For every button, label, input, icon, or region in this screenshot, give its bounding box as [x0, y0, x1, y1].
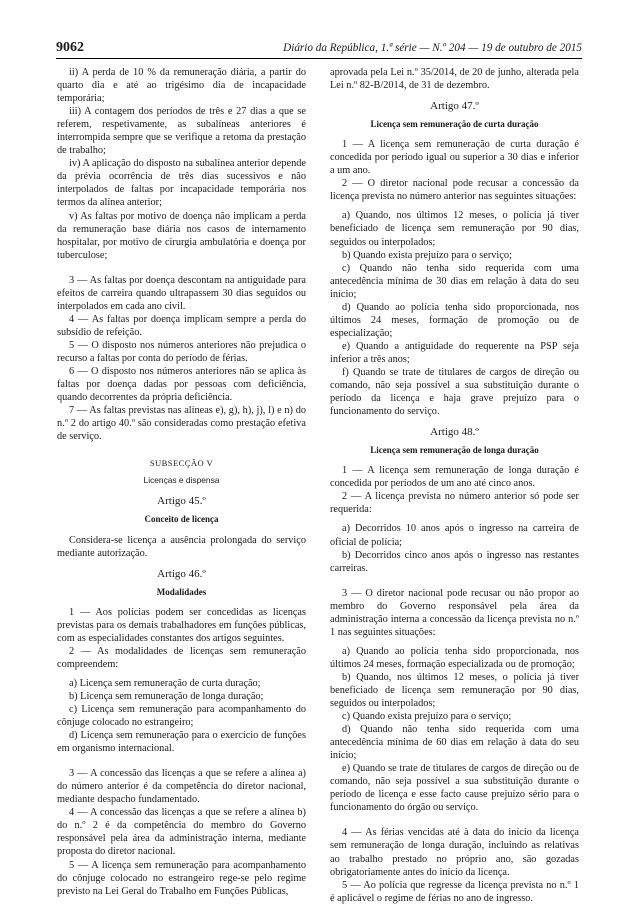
article-48-p3-item-e: e) Quando se trate de titulares de cargos de direção ou de comando, não seja possível a sua substituição durante o período de licença e esse facto cause prejuízo sério para o funcionamento do órgão ou serviço.: [330, 763, 579, 814]
article-47-paragraph-2: 2 — O diretor nacional pode recusar a concessão da licença prevista no número anterior nas seguintes situações:: [330, 178, 579, 203]
left-column: [57, 66, 306, 898]
article-46-paragraph-1: 1 — Aos polícias podem ser concedidas as licenças previstas para os demais trabalhadores em funções públicas, com as especialidades constantes dos artigos seguintes.: [57, 606, 306, 644]
article-47-item-a: a) Quando, nos últimos 12 meses, o polícia já tiver beneficiado de licença sem remuneração por 90 dias, seguidos ou interpolados;: [330, 210, 579, 248]
article-47-item-e: e) Quando a antiguidade do requerente na PSP seja inferior a três anos;: [330, 340, 579, 365]
subparagraph-ii: ii) A perda de 10 % da remuneração diária, a partir do quarto dia e até ao trigésimo dia de incapacidade temporária;: [57, 67, 306, 105]
article-47-heading: Artigo 47.º: [430, 100, 479, 113]
paragraph-6: 6 — O disposto nos números anteriores não se aplica às faltas por doença dadas por pessoas com deficiência, quando decorrentes da própria deficiência.: [57, 366, 306, 404]
article-48-paragraph-5: 5 — Ao polícia que regresse da licença prevista no n.º 1 é aplicável o regime de férias no ano de ingresso.: [330, 879, 579, 904]
article-46-item-a: a) Licença sem remuneração de curta duração;: [69, 677, 261, 689]
article-47-item-f: f) Quando se trate de titulares de cargos de direção ou comando, não seja possível a sua substituição durante o período da licença e haja grave prejuízo para o funcionamento do serviço.: [330, 366, 579, 418]
article-48-p2-item-a: a) Decorridos 10 anos após o ingresso na carreira de oficial de polícia;: [330, 523, 579, 548]
article-46-item-c: c) Licença sem remuneração para acompanhamento do cônjuge colocado no estrangeiro;: [57, 704, 306, 729]
article-45-title: Conceito de licença: [144, 514, 219, 525]
subsection-title: Licenças e dispensa: [143, 475, 220, 486]
article-46-paragraph-5-continued: aprovada pela Lei n.º 35/2014, de 20 de junho, alterada pela Lei n.º 82-B/2014, de 31 de dezembro.: [330, 67, 579, 92]
paragraph-5: 5 — O disposto nos números anteriores não prejudica o recurso a faltas por conta do período de férias.: [57, 339, 306, 364]
article-46-paragraph-3: 3 — A concessão das licenças a que se refere a alínea a) do número anterior é da competência do diretor nacional, mediante despacho fundamentado.: [57, 768, 306, 806]
article-48-paragraph-4: 4 — As férias vencidas até à data do início da licença sem remuneração de longa duração, incluindo as relativas ao trabalho prestado no próprio ano, são gozadas obrigatoriamente antes do início da licença.: [330, 827, 579, 878]
right-column: [330, 66, 579, 905]
paragraph-4: 4 — As faltas por doença implicam sempre a perda do subsídio de refeição.: [57, 313, 306, 338]
page-header: [56, 40, 582, 59]
article-47-paragraph-1: 1 — A licença sem remuneração de curta duração é concedida por período igual ou superior a 30 dias e inferior a um ano.: [330, 139, 579, 177]
article-47-item-c: c) Quando não tenha sido requerida com uma antecedência mínima de 30 dias em relação à data do seu início;: [330, 262, 579, 300]
article-45-heading: Artigo 45.º: [157, 495, 206, 508]
paragraph-7: 7 — As faltas previstas nas alíneas e), g), h), j), l) e n) do n.º 2 do artigo 40.º são consideradas como prestação efetiva de serviço.: [57, 405, 306, 443]
article-48-p3-item-c: c) Quando exista prejuízo para o serviço;: [342, 711, 512, 723]
article-47-title: Licença sem remuneração de curta duração: [370, 119, 539, 130]
article-48-title: Licença sem remuneração de longa duração: [370, 445, 539, 456]
subparagraph-iii: iii) A contagem dos períodos de três e 27 dias a que se referem, respetivamente, as subalíneas anteriores é interrompida sempre que se verifique a retoma da prestação de trabalho;: [57, 106, 306, 157]
article-48-heading: Artigo 48.º: [430, 426, 479, 439]
article-48-p3-item-b: b) Quando, nos últimos 12 meses, o polícia já tiver beneficiado de licença sem remuneração por 90 dias, seguidos ou interpolados;: [330, 671, 579, 710]
article-47-item-d: d) Quando ao polícia tenha sido proporcionada, nos últimos 24 meses, formação de promoção ou de especialização;: [330, 301, 579, 339]
subparagraph-v: v) As faltas por motivo de doença não implicam a perda da remuneração base diária nos casos de internamento hospitalar, por motivo de cirurgia ambulatória e doença por tuberculose;: [57, 210, 306, 261]
article-47-item-b: b) Quando exista prejuízo para o serviço;: [342, 249, 512, 261]
article-46-paragraph-2: 2 — As modalidades de licenças sem remuneração compreendem:: [57, 645, 306, 670]
subparagraph-iv: iv) A aplicação do disposto na subalínea anterior depende da prévia ocorrência de três dias sucessivos e não interpolados de faltas por incapacidade temporária nos termos da alínea anterior;: [57, 158, 306, 209]
article-46-item-d: d) Licença sem remuneração para o exercício de funções em organismo internacional.: [57, 730, 306, 755]
subsection-heading: SUBSECÇÃO V: [149, 458, 214, 469]
article-48-p3-item-d: d) Quando não tenha sido requerida com uma antecedência mínima de 60 dias em relação à data do seu início;: [330, 724, 579, 762]
article-48-p2-item-b: b) Decorridos cinco anos após o ingresso nas restantes carreiras.: [330, 549, 579, 574]
article-48-paragraph-2: 2 — A licença prevista no número anterior só pode ser requerida:: [330, 491, 579, 516]
article-46-paragraph-5: 5 — A licença sem remuneração para acompanhamento do cônjuge colocado no estrangeiro rege-se pelo regime previsto na Lei Geral do Trabalho em Funções Públicas,: [57, 859, 306, 897]
article-48-paragraph-1: 1 — A licença sem remuneração de longa duração é concedida por períodos de um ano até cinco anos.: [330, 465, 579, 490]
paragraph-3: 3 — As faltas por doença descontam na antiguidade para efeitos de carreira quando ultrapassem 30 dias seguidos ou interpolados em cada ano civil.: [57, 274, 306, 312]
article-46-item-b: b) Licença sem remuneração de longa duração;: [69, 690, 264, 702]
page-number: 9062: [56, 40, 84, 55]
article-46-heading: Artigo 46.º: [157, 567, 206, 580]
article-48-p3-item-a: a) Quando ao polícia tenha sido proporcionada, nos últimos 24 meses, formação especializada ou de promoção;: [330, 645, 579, 670]
article-45-body: Considera-se licença a ausência prolongada do serviço mediante autorização.: [57, 534, 306, 559]
article-46-title: Modalidades: [156, 586, 207, 597]
journal-title: Diário da República, 1.ª série — N.º 204 — 19 de outubro de 2015: [283, 42, 582, 54]
article-48-paragraph-3: 3 — O diretor nacional pode recusar ou não propor ao membro do Governo responsável pela área da administração interna a concessão da licença prevista no n.º 1 nas seguintes situações:: [330, 587, 579, 638]
article-46-paragraph-4: 4 — A concessão das licenças a que se refere a alínea b) do n.º 2 é da competência do membro do Governo responsável pela área da administração interna, mediante proposta do diretor nacional.: [57, 807, 306, 858]
